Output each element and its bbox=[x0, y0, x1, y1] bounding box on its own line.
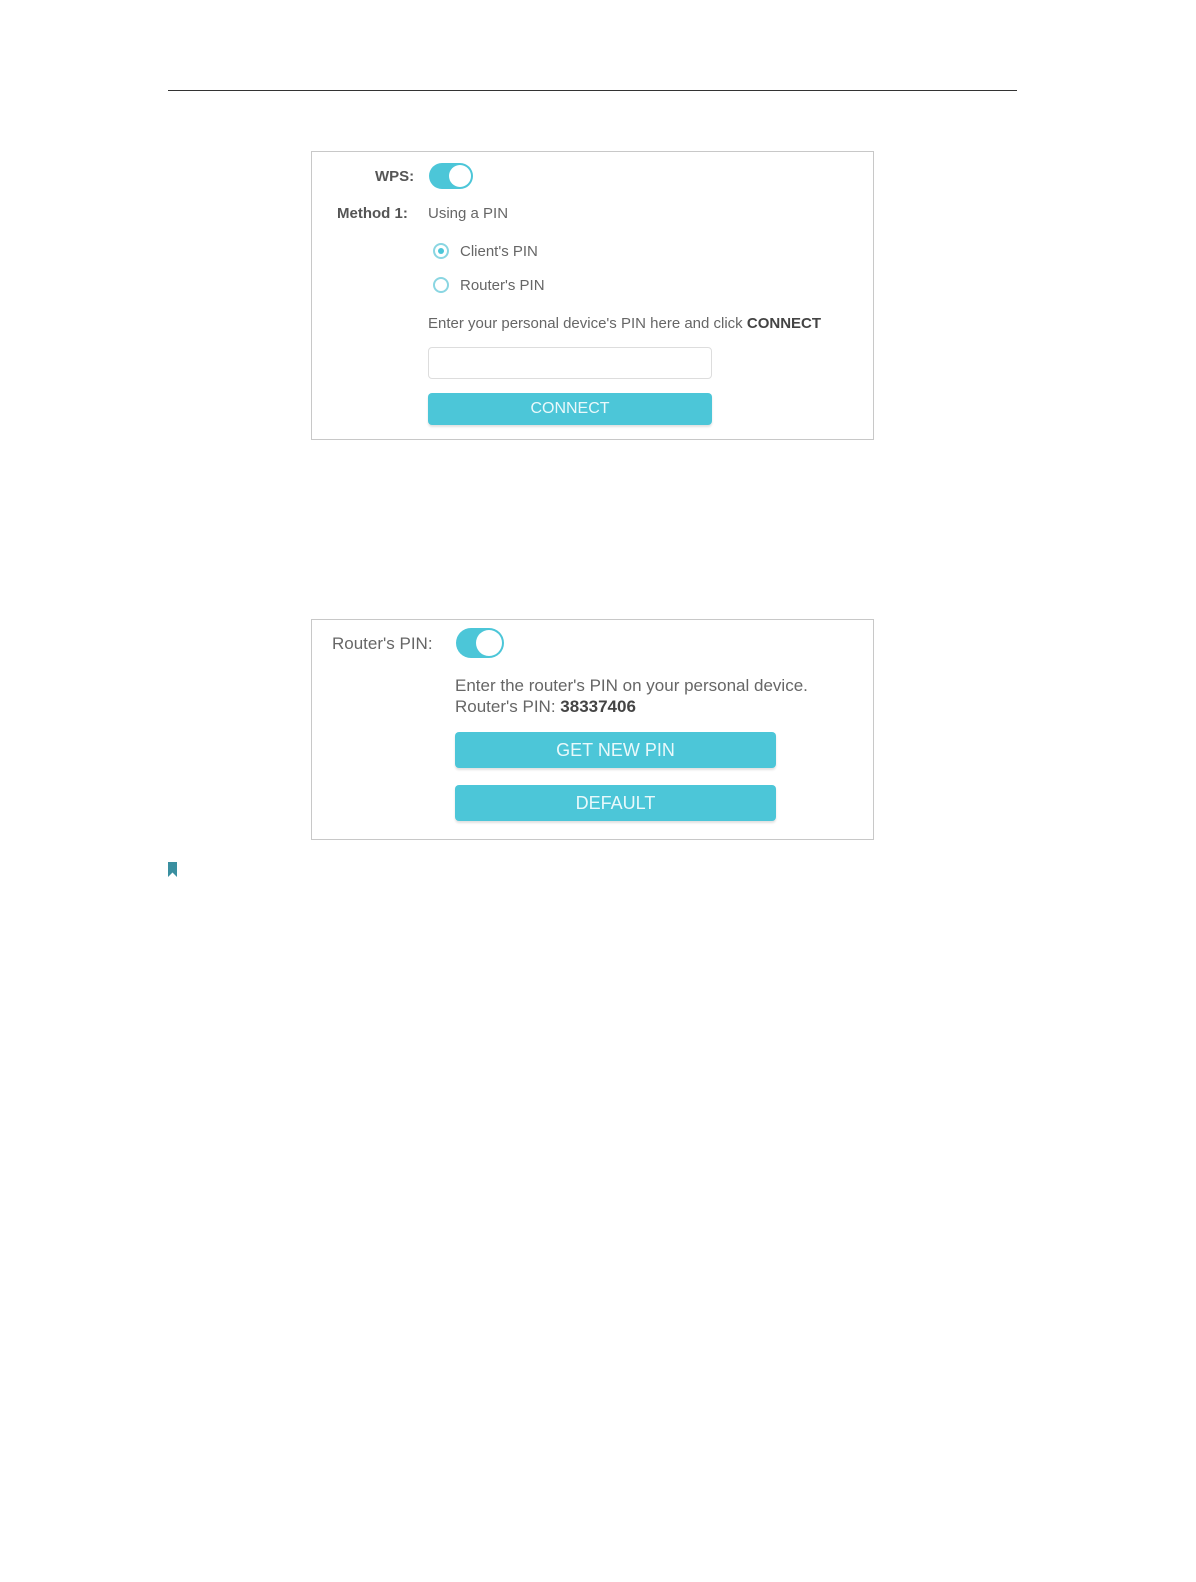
client-pin-label: Client's PIN bbox=[460, 243, 538, 260]
client-pin-radio[interactable] bbox=[433, 243, 449, 259]
router-pin-line bbox=[455, 697, 636, 717]
get-new-pin-button[interactable]: GET NEW PIN bbox=[455, 732, 776, 768]
toggle-knob bbox=[449, 165, 471, 187]
pin-instruction bbox=[428, 315, 821, 332]
note-bookmark-icon bbox=[168, 862, 177, 877]
pin-instruction-bold: CONNECT bbox=[746, 315, 822, 332]
router-pin-toggle[interactable] bbox=[456, 628, 504, 658]
wps-toggle[interactable] bbox=[429, 163, 473, 189]
connect-button[interactable]: CONNECT bbox=[428, 393, 712, 425]
pin-instruction-text: Enter your personal device's PIN here and click bbox=[428, 315, 747, 332]
router-pin-panel bbox=[311, 619, 874, 840]
method-label: Method 1: bbox=[337, 205, 408, 222]
header-rule bbox=[168, 90, 1017, 91]
router-pin-label: Router's PIN bbox=[460, 277, 545, 294]
router-pin-instruction: Enter the router's PIN on your personal device. bbox=[455, 676, 808, 695]
toggle-knob bbox=[476, 630, 502, 656]
default-button[interactable]: DEFAULT bbox=[455, 785, 776, 821]
router-pin-radio[interactable] bbox=[433, 277, 449, 293]
wps-label: WPS: bbox=[375, 168, 415, 185]
pin-input[interactable] bbox=[428, 347, 712, 379]
router-pin-line-label: Router's PIN: bbox=[455, 697, 561, 716]
router-pin-title: Router's PIN: bbox=[332, 634, 433, 653]
radio-selected-dot bbox=[438, 248, 444, 254]
wps-pin-panel bbox=[311, 151, 874, 440]
method-value: Using a PIN bbox=[428, 205, 509, 222]
router-pin-value: 38337406 bbox=[560, 697, 636, 716]
